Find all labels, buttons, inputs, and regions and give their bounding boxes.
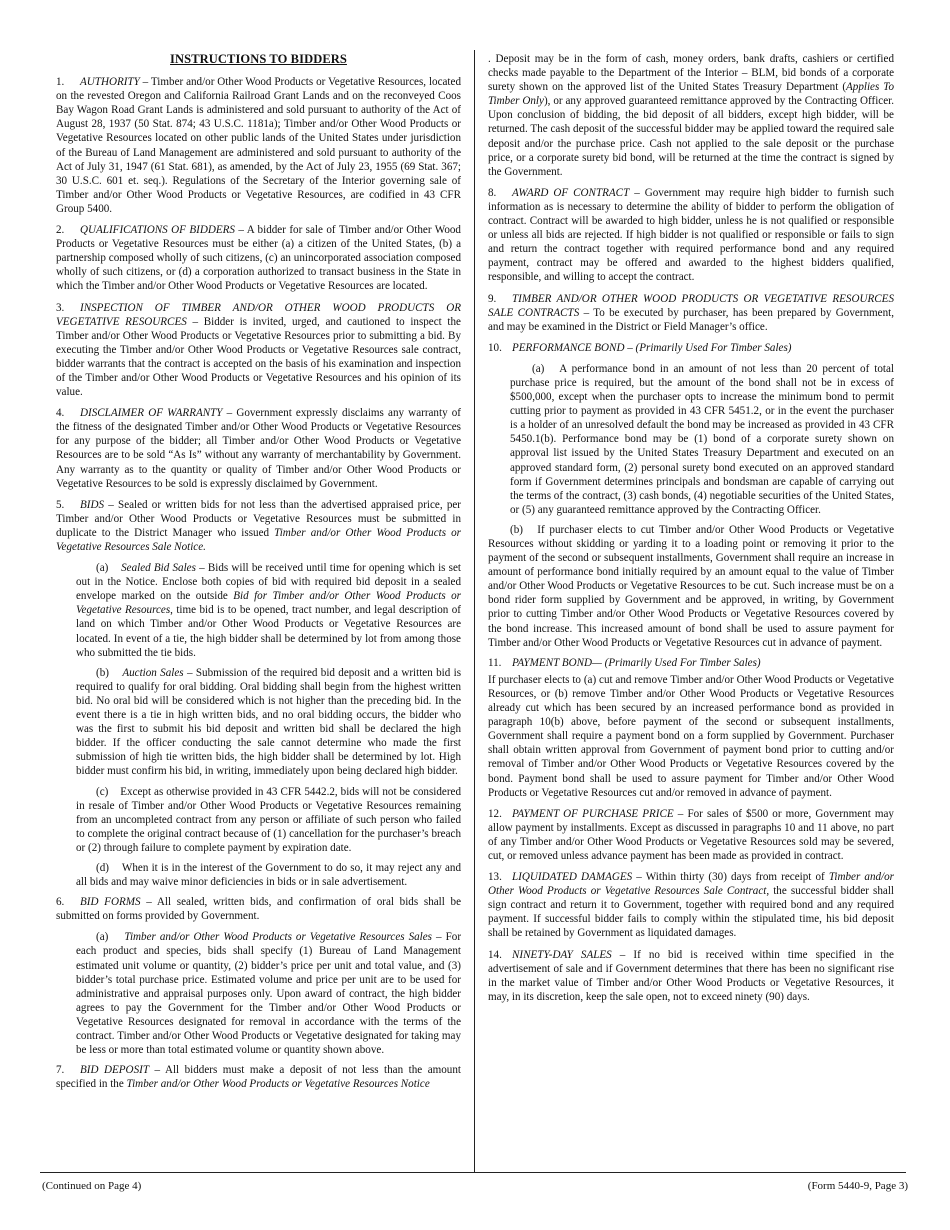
section-number: 13. — [488, 871, 502, 884]
bottom-rule — [40, 1172, 906, 1173]
subsection-heading: Timber and/or Other Wood Products or Vegetative Resources Sales — [124, 931, 433, 944]
section-liquidated-damages — [488, 870, 894, 940]
section-number: 6. — [56, 896, 65, 909]
subsection-label: (b) — [510, 523, 523, 536]
footer-form-number: (Form 5440-9, Page 3) — [807, 1180, 908, 1192]
section-sale-contracts — [488, 292, 894, 334]
section-number: 4. — [56, 407, 65, 420]
section-bid-deposit — [56, 1063, 461, 1091]
section-body: – Government expressly disclaims any warranty of the fitness of the designated Timber and/or Other Wood Products or Vegetative Resources for any purpose of the bidder; all Timber and/or Other Wood Products or Vegetative Resources are to be sold “As Is” without any warranty of merchantability by Government. Any warranty as to the quantity or quality of Timber and/or Other Wood Products or Vegetative Resources to be sold is expressly disclaimed by Government. — [56, 407, 461, 490]
subsection-auction — [56, 666, 461, 779]
section-body: If purchaser elects to (a) cut and remove Timber and/or Other Wood Products or Vegetative Resources, or (b) remove Timber and/or Other Wood Products or Vegetative Resources already cut which has been secured by an increased performance bond as provided in paragraph 10(b) above, before payment of the second or subsequent installments, Government shall require a payment bond on a form supplied by Government. Purchaser shall obtain written approval from Government of payment bond prior to cutting and/or removal of Timber and/or Other Wood Products or Vegetative Resources covered by the bond. Payment bond shall be used to assure payment for Timber and/or Other Wood Products or Vegetative Resources cut and/or removed in advance of payment. — [488, 673, 894, 799]
section-number: 11. — [488, 656, 502, 669]
section-body: – All sealed, written bids, and confirmation of oral bids shall be submitted on forms provided by Government. — [56, 896, 462, 923]
section-body-italic: Timber and/or Other Wood Products or Vegetative Resources Sale Notice. — [56, 526, 461, 553]
subsection-label: (c) — [96, 785, 109, 798]
footer-continued: (Continued on Page 4) — [42, 1180, 142, 1192]
section-heading: QUALIFICATIONS OF BIDDERS — [80, 224, 235, 237]
subsection-body: , time bid is to be opened, tract number, and legal description of land on which Timber and/or Other Wood Products or Vegetative Resources are located. In event of a tie, the high bidder shall be determined by lot from among those who submitted the tie bids. — [76, 604, 461, 659]
section-heading: AWARD OF CONTRACT — [512, 186, 630, 199]
section-purchase-price — [488, 807, 894, 863]
section-number: 7. — [56, 1064, 65, 1077]
subsection-label: (a) — [96, 562, 109, 575]
section-heading: DISCLAIMER OF WARRANTY — [80, 407, 223, 420]
section-heading: PAYMENT OF PURCHASE PRICE — [512, 807, 674, 820]
section-body: – All bidders must make a deposit of not less than the amount specified in the — [56, 1064, 461, 1091]
subsection-body: A performance bond in an amount of not less than 20 percent of total purchase price is required, but the amount of the bond shall not be in excess of $500,000, except when the purchaser opts to increase the minimum bond to permit cutting prior to payment as provided in 43 CFR 5451.2, or in the event the purchaser is a holder of an unresolved default the bond may be increased as provided in 43 CFR 5450.1(b). Performance bond may be (1) bond of a corporate surety shown on approval list issued by the United States Treasury Department and executed on an approved standard form, (2) personal surety bond executed on an approved standard form if Government determines principals and bondsman are capable of carrying out the terms of the contract, (3) cash bonds, (4) negotiable securities of the United States, or (5) any guaranteed remittance approved by the Contracting Officer. — [510, 362, 894, 516]
subsection-label: (b) — [96, 666, 109, 679]
section-heading: NINETY-DAY SALES — [512, 948, 612, 961]
subsection-body: – For each product and species, bids shall specify (1) Bureau of Land Management estimated unit volume or quantity, (2) bidder’s price per unit and total value, and (3) bidder’s total purchase price. Estimated volume and price per unit are to be used for administrative and appraisal purposes only. Upon award of contract, the high bidder agrees to pay the Government for the Timber and/or Other Wood Products or Vegetative Resources designated for removal in accordance with the terms of the contract. Timber and/or Other Wood Products or Vegetative designated for taking may be less or more than total estimated volume or quantity shown above. — [76, 931, 462, 1057]
section-body: – To be executed by purchaser, has been prepared by Government, and may be examined in the District or Field Manager’s office. — [488, 306, 894, 333]
section-bid-deposit-continued — [488, 52, 894, 179]
section-body: . Deposit may be in the form of cash, money orders, bank drafts, cashiers or certified checks made payable to the Department of the Interior – BLM, bid bonds of a corporate surety shown on the approved list of the United States Treasury Department ( — [488, 53, 894, 94]
section-number: 9. — [488, 292, 497, 305]
section-number: 12. — [488, 807, 502, 820]
section-number: 1. — [56, 76, 65, 89]
section-body: – Sealed or written bids for not less than the advertised appraised price, per Timber and/or Other Wood Products or Vegetative Resources must be submitted in duplicate to the District Manager who issued — [56, 498, 461, 539]
subsection-body: If purchaser elects to cut Timber and/or Other Wood Products or Vegetative Resources without skidding or yarding it to a loading point or removing it prior to the payment of the second or subsequent installments, Government shall require an increase in amount of performance bond initially required by an amount equal to the value of Timber and/or Other Wood Products or Vegetative Resources to be cut. Such increase must be on a bond rider form supplied by Government and be approved, in writing, by Government prior to cutting Timber and/or Other Wood Products or Vegetative Resources covered by the bond increase. This increased amount of bond shall be used to assure payment for Timber and/or Other Wood Products or Vegetative Resources cut in advance of payment. — [488, 523, 894, 649]
section-heading: INSPECTION OF TIMBER AND/OR OTHER WOOD PRODUCTS OR VEGETATIVE RESOURCES — [56, 301, 461, 328]
section-number: 5. — [56, 498, 65, 511]
section-number: 2. — [56, 224, 65, 237]
subsection-italic: Bid for Timber and/or Other Wood Products or Vegetative Resources — [76, 590, 461, 617]
subsection-body: – Submission of the required bid deposit and a written bid is required to qualify for oral bidding. Oral bidding shall begin from the highest written bid. No oral bid will be considered which is not higher than the preceding bid. In the event there is a tie in high written bids, and no oral bidding occurs, the bidder who was the first to submit his bid deposit and written bid shall be declared the high bidder. If the officer conducting the sale cannot determine who made the first submission of high tie written bids, the high bidder shall be determined by lot. High bidder must confirm his bid, in writing, immediately upon being declared high bidder. — [76, 666, 462, 778]
section-heading: BIDS — [80, 498, 105, 511]
section-number: 3. — [56, 301, 65, 314]
section-body-italic: Timber and/or Other Wood Products or Vegetative Resources Notice — [126, 1078, 430, 1091]
subsection-body: When it is in the interest of the Government to do so, it may reject any and all bids and may waive minor deficiencies in bids or in sale advertisement. — [76, 861, 461, 889]
section-performance-bond — [488, 341, 894, 355]
subsection-body: Except as otherwise provided in 43 CFR 5442.2, bids will not be considered in resale of Timber and/or Other Wood Products or Vegetative Resources remaining from an uncompleted contract from any person or affiliate of such person who failed to complete the original contract because of (1) cancellation for the purchaser’s breach or (2) through failure to complete payment by expiration date. — [76, 785, 462, 854]
section-payment-bond-body — [488, 673, 894, 800]
section-body: – Timber and/or Other Wood Products or Vegetative Resources, located on the revested Oregon and California Railroad Grant Lands and on the reconveyed Coos Bay Wagon Road Grant Lands is administered and sold pursuant to authority of the Act of August 28, 1937 (50 Stat. 874; 43 U.S.C. 1181a); Timber and/or Other Wood Products or Vegetative Resources located on other public lands of the United States under jurisdiction of the Bureau of Land Management are administered and sold pursuant to authority of the Act of July 31, 1947 (61 Stat. 681), as amended, by the Act of July 23, 1955 (69 Stat. 367; 30 U.S.C. 601 et. seq.). Regulations of the Secretary of the Interior governing sale of Timber and/or Other Wood Products or Vegetative Resources, are codified in 43 CFR Group 5400. — [56, 76, 461, 215]
section-heading: AUTHORITY — [80, 76, 140, 89]
subsection-reject — [56, 861, 461, 889]
section-heading: PERFORMANCE BOND – (Primarily Used For Timber Sales) — [512, 341, 792, 354]
section-body-italic: Applies To Timber Only — [488, 81, 894, 108]
section-payment-bond — [488, 656, 894, 670]
section-body: – A bidder for sale of Timber and/or Other Wood Products or Vegetative Resources must be either (a) a citizen of the United States, (b) a partnership composed wholly of such citizens, (c) an unincorporated association composed wholly of such citizens, or (d) a corporation authorized to transact business in the State in which the Timber and/or Other Wood Products or Vegetative Resources are located. — [56, 224, 461, 293]
section-body: – Bidder is invited, urged, and cautioned to inspect the Timber and/or Other Wood Products or Vegetative Resources prior to submitting a bid. By executing the Timber and/or Other Wood Products or Vegetative Resources sale contract, bidder warrants that the contract is accepted on the basis of his examination and inspection of the Timber and/or Other Wood Products or Vegetative Resources and his opinion of its value. — [56, 315, 461, 399]
section-heading: LIQUIDATED DAMAGES — [512, 871, 633, 884]
subsection-sealed-bid — [56, 561, 461, 660]
section-body: – If no bid is received within time specified in the advertisement of sale and if Government determines that there has been no significant rise in the market value of Timber and/or Other Wood Products or Vegetative Resources, it may, in its discretion, keep the sale open, not to exceed ninety (90) days. — [488, 948, 894, 1003]
section-inspection — [56, 301, 461, 400]
section-body-italic: Timber and/or Other Wood Products or Vegetative Resources Sale Contract — [488, 871, 894, 898]
section-number: 10. — [488, 341, 502, 354]
section-disclaimer — [56, 406, 461, 491]
section-qualifications — [56, 223, 461, 293]
section-heading: PAYMENT BOND— (Primarily Used For Timber Sales) — [512, 656, 761, 669]
subsection-performance-bond-b — [488, 523, 894, 650]
subsection-label: (a) — [96, 931, 109, 944]
section-number: 8. — [488, 186, 497, 199]
section-body: ), or any approved guaranteed remittance approved by the Contracting Officer. Upon conclusion of bidding, the bid deposit of all bidders, except high bidder, will be returned. The cash deposit of the successful bidder may be applied toward the required sale deposit and/or the purchase price. Cash not applied to the sale deposit or the purchase price, or a corporate surety bid bond, will be returned at the time the contract is signed by the Government. — [488, 95, 894, 178]
section-heading: BID DEPOSIT — [80, 1064, 149, 1077]
section-body: – Government may require high bidder to furnish such information as is necessary to determine the ability of bidder to perform the obligation of contract. Contract will be awarded to high bidder, unless he is not qualified or responsible or unless all bids are rejected. If high bidder is not qualified or responsible or fails to sign and return the contract together with required performance bond and any required payment, contract may be offered and awarded to the highest bidders qualified, responsible, and willing to accept the contract. — [488, 186, 894, 284]
column-divider — [474, 50, 475, 1172]
section-bid-forms — [56, 895, 461, 923]
section-award — [488, 186, 894, 285]
section-body: , the successful bidder shall sign contract and return it to Government, together with required bond and any required payment. If successful bidder fails to comply within the stipulated time, his bid deposit shall be retained by Government as liquidated damages. — [488, 885, 894, 940]
subsection-performance-bond-a — [488, 362, 894, 517]
subsection-resale — [56, 785, 461, 855]
section-heading: BID FORMS — [80, 896, 141, 909]
section-heading: TIMBER AND/OR OTHER WOOD PRODUCTS OR VEGETATIVE RESOURCES SALE CONTRACTS — [488, 292, 894, 319]
right-column — [488, 52, 894, 1011]
section-bids — [56, 498, 461, 554]
subsection-heading: Auction Sales — [122, 666, 184, 679]
left-column — [56, 50, 461, 1098]
subsection-label: (a) — [532, 362, 545, 375]
subsection-heading: Sealed Bid Sales — [121, 562, 196, 575]
subsection-bid-forms-a — [56, 930, 461, 1057]
subsection-label: (d) — [96, 861, 109, 874]
section-number: 14. — [488, 948, 502, 961]
section-body: – For sales of $500 or more, Government may allow payment by installments. Except as discussed in paragraphs 10 and 11 above, no part of any Timber and/or Other Wood Products or Vegetative Resources sold may be severed, cut, or removed unless advance payment has been made as provided in contract. — [488, 807, 894, 862]
section-ninety-day — [488, 948, 894, 1004]
subsection-body: – Bids will be received until time for opening which is set out in the Notice. Enclose both copies of bid with required bid deposit in a sealed envelope marked on the outside — [76, 562, 461, 603]
page-title: INSTRUCTIONS TO BIDDERS — [170, 52, 347, 66]
section-authority — [56, 75, 461, 216]
section-body: – Within thirty (30) days from receipt of — [632, 871, 829, 884]
